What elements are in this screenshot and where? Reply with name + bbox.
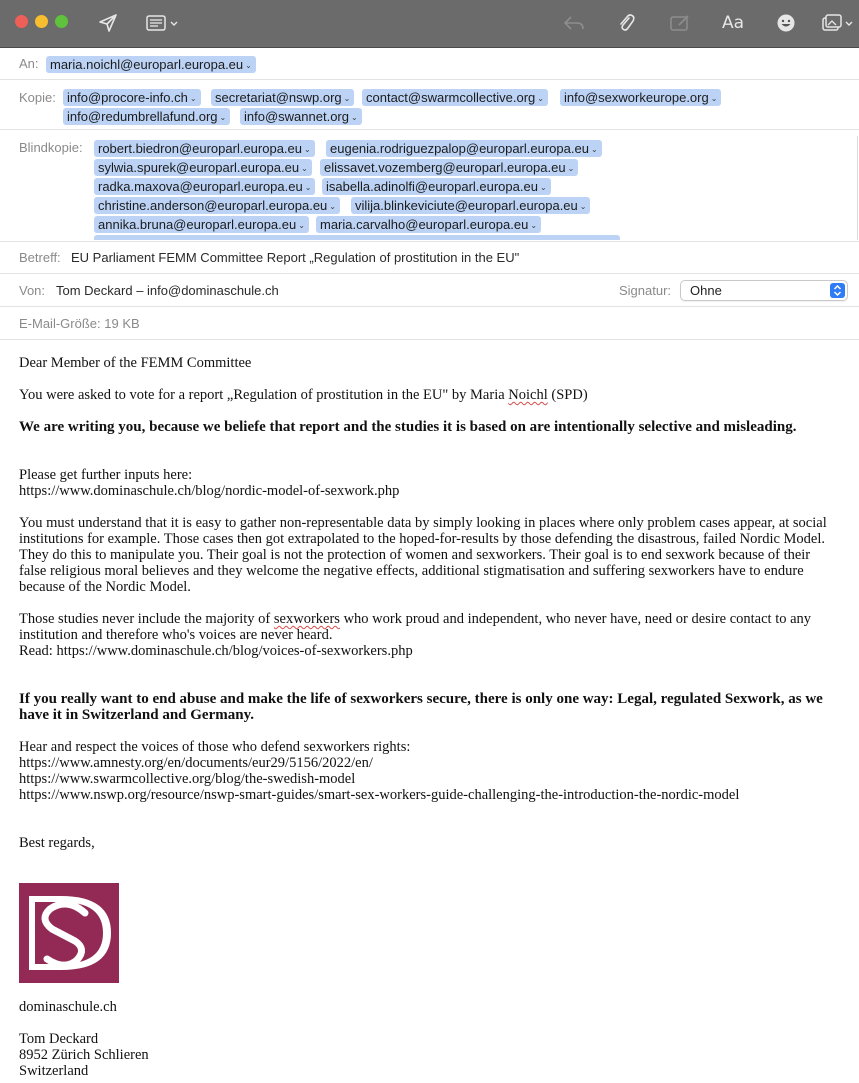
bcc-recipient-chip[interactable] (94, 216, 309, 233)
signature-site: dominaschule.ch (19, 999, 117, 1015)
paragraph-5: Those studies never include the majority of sexworkers who work proud and independent, who never have, need or desire contact to any institution and therefore who's voices are never heard. Read: https://www.dominaschule.ch/blog/voices-of-sexworkers.php (19, 611, 839, 659)
chevron-down-icon[interactable]: ⌄ (539, 183, 547, 192)
recipient-address: info@redumbrellafund.org (67, 109, 218, 124)
subject-label: Betreff: (19, 250, 61, 265)
recipient-address: elissavet.vozemberg@europarl.europa.eu (324, 160, 566, 175)
recipient-address: annika.bruna@europarl.europa.eu (98, 217, 297, 232)
bcc-recipient-chip[interactable] (316, 216, 541, 233)
chevron-down-icon[interactable]: ⌄ (343, 94, 351, 103)
recipient-address: maria.carvalho@europarl.europa.eu (320, 217, 529, 232)
link-nordic-model[interactable]: https://www.dominaschule.ch/blog/nordic-model-of-sexwork.php (19, 483, 400, 499)
from-label: Von: (19, 283, 46, 298)
recipient-address: contact@swarmcollective.org (366, 90, 536, 105)
chevron-down-icon[interactable]: ⌄ (304, 183, 312, 192)
bcc-recipient-chip[interactable] (94, 159, 312, 176)
font-icon[interactable]: Aa (721, 13, 745, 33)
bcc-recipient-chip[interactable] (320, 159, 578, 176)
bcc-overflow-chip[interactable] (94, 235, 620, 240)
signature-select[interactable] (680, 280, 848, 301)
attachment-icon[interactable] (614, 10, 638, 36)
size-label: E-Mail-Größe: 19 KB (19, 316, 140, 331)
chevron-down-icon[interactable]: ⌄ (189, 94, 197, 103)
cc-row (0, 80, 859, 130)
signature-address-2: Switzerland (19, 1063, 89, 1079)
cc-recipient-chip[interactable] (63, 89, 201, 106)
recipient-address: christine.anderson@europarl.europa.eu (98, 198, 328, 213)
chevron-down-icon[interactable]: ⌄ (329, 202, 336, 211)
emoji-icon[interactable] (774, 10, 798, 36)
paragraph-2-bold: We are writing you, because we beliefe that report and the studies it is based on are intentionally selective and misleading. (19, 419, 797, 435)
subject-row (0, 242, 859, 274)
bcc-recipient-chip[interactable] (94, 197, 340, 214)
link-amnesty[interactable]: https://www.amnesty.org/en/documents/eur29/5156/2022/en/ (19, 755, 373, 771)
bcc-recipient-chip[interactable] (351, 197, 590, 214)
bcc-recipient-chip[interactable] (94, 140, 315, 157)
size-value: 19 KB (104, 316, 140, 331)
closing-text: Best regards, (19, 835, 95, 851)
recipient-address: info@swannet.org (244, 109, 349, 124)
chevron-down-icon[interactable]: ⌄ (710, 94, 718, 103)
bcc-recipient-chip[interactable] (326, 140, 602, 157)
paragraph-4: You must understand that it is easy to gather non-representable data by simply looking in places where only problem cases appear, at social institutions for example. Those cases then got extrapolated to the hoped-for-results by those defending the disastrous, failed Nordic Model. They do this to manipulate you. Their goal is not the protection of women and sexworkers. Their goal is to end sexwork because of their false religious moral believes and they welcome the negative effects, additional stigmatisation and suffering sexworkers have to endure because of the Nordic Model. (19, 515, 827, 595)
chevron-down-icon[interactable]: ⌄ (590, 145, 598, 154)
bcc-recipient-chip[interactable] (94, 178, 315, 195)
paragraph-6-bold: If you really want to end abuse and make the life of sexworkers secure, there is only one way: Legal, regulated Sexwork, as we have it in Switzerland and Germany. (19, 691, 823, 723)
chevron-down-icon[interactable]: ⌄ (567, 164, 575, 173)
minimize-window-button[interactable] (35, 15, 48, 28)
markup-icon[interactable] (668, 10, 692, 36)
size-row (0, 307, 859, 339)
cc-recipient-chip[interactable] (211, 89, 354, 106)
recipient-address: info@procore-info.ch (67, 90, 188, 105)
recipient-address: info@sexworkeurope.org (564, 90, 709, 105)
link-voices[interactable]: Read: https://www.dominaschule.ch/blog/voices-of-sexworkers.php (19, 643, 413, 659)
reply-icon[interactable] (562, 10, 586, 36)
paragraph-1: You were asked to vote for a report „Regulation of prostitution in the EU" by Maria Noichl (SPD) (19, 387, 588, 403)
chevron-down-icon[interactable]: ⌄ (245, 61, 252, 70)
signature-address-1: 8952 Zürich Schlieren (19, 1047, 149, 1063)
misspelled-word: sexworkers (273, 611, 340, 627)
paragraph-3: Please get further inputs here: https://www.dominaschule.ch/blog/nordic-model-of-sexwork.php (19, 467, 839, 499)
to-row (0, 48, 859, 80)
send-icon[interactable] (96, 10, 120, 36)
chevron-down-icon[interactable]: ⌄ (530, 221, 538, 230)
cc-label: Kopie: (19, 90, 56, 105)
misspelled-word: Noichl (508, 387, 548, 403)
close-window-button[interactable] (15, 15, 28, 28)
recipient-address: robert.biedron@europarl.europa.eu (98, 141, 302, 156)
chevron-down-icon[interactable]: ⌄ (537, 94, 544, 103)
to-recipient-chip[interactable] (46, 56, 256, 73)
greeting-text: Dear Member of the FEMM Committee (19, 355, 252, 371)
signature-value: Ohne (690, 283, 722, 298)
cc-recipient-chip[interactable] (362, 89, 548, 106)
bcc-recipient-chip[interactable] (322, 178, 551, 195)
select-arrows-icon (830, 283, 845, 298)
recipient-address: eugenia.rodriguezpalop@europarl.europa.eu (330, 141, 589, 156)
chevron-down-icon[interactable]: ⌄ (350, 113, 358, 122)
cc-recipient-chip[interactable] (240, 108, 362, 125)
signature-label: Signatur: (619, 283, 672, 298)
bcc-label: Blindkopie: (19, 140, 83, 155)
link-nswp[interactable]: https://www.nswp.org/resource/nswp-smart-guides/smart-sex-workers-guide-challenging-the-introduction-the-nordic-model (19, 787, 740, 803)
bcc-recipient-list[interactable] (92, 136, 858, 240)
zoom-window-button[interactable] (55, 15, 68, 28)
subject-field[interactable]: EU Parliament FEMM Committee Report „Regulation of prostitution in the EU" (71, 250, 520, 265)
signature-name: Tom Deckard (19, 1031, 99, 1047)
paragraph-7: Hear and respect the voices of those who defend sexworkers rights: https://www.amnesty.org/en/documents/eur29/5156/2022/en/ https://www.swarmcollective.org/blog/the-swedish-model https://www.nswp.org/resource/nswp-smart-guides/smart-sex-workers-guide-challenging-the-introduction-the-nordic-model (19, 739, 839, 803)
recipient-address: radka.maxova@europarl.europa.eu (98, 179, 303, 194)
recipient-address: isabella.adinolfi@europarl.europa.eu (326, 179, 538, 194)
chevron-down-icon[interactable]: ⌄ (298, 221, 305, 230)
cc-recipient-chip[interactable] (63, 108, 230, 125)
toolbar (0, 0, 859, 48)
to-label: An: (19, 56, 39, 71)
from-select[interactable]: Tom Deckard – info@dominaschule.ch (56, 283, 279, 298)
chevron-down-icon[interactable]: ⌄ (304, 145, 311, 154)
chevron-down-icon[interactable]: ⌄ (301, 164, 308, 173)
cc-recipient-chip[interactable] (560, 89, 721, 106)
photo-browser-icon[interactable] (820, 10, 856, 36)
header-fields-icon[interactable] (144, 10, 182, 36)
chevron-down-icon[interactable]: ⌄ (219, 113, 227, 122)
recipient-address: maria.noichl@europarl.europa.eu (50, 57, 244, 72)
recipient-address: vilija.blinkeviciute@europarl.europa.eu (355, 198, 578, 213)
chevron-down-icon[interactable]: ⌄ (579, 202, 587, 211)
recipient-address: secretariat@nswp.org (215, 90, 342, 105)
recipient-address: sylwia.spurek@europarl.europa.eu (98, 160, 300, 175)
link-swarm[interactable]: https://www.swarmcollective.org/blog/the-swedish-model (19, 771, 356, 787)
dominaschule-logo (19, 883, 119, 983)
